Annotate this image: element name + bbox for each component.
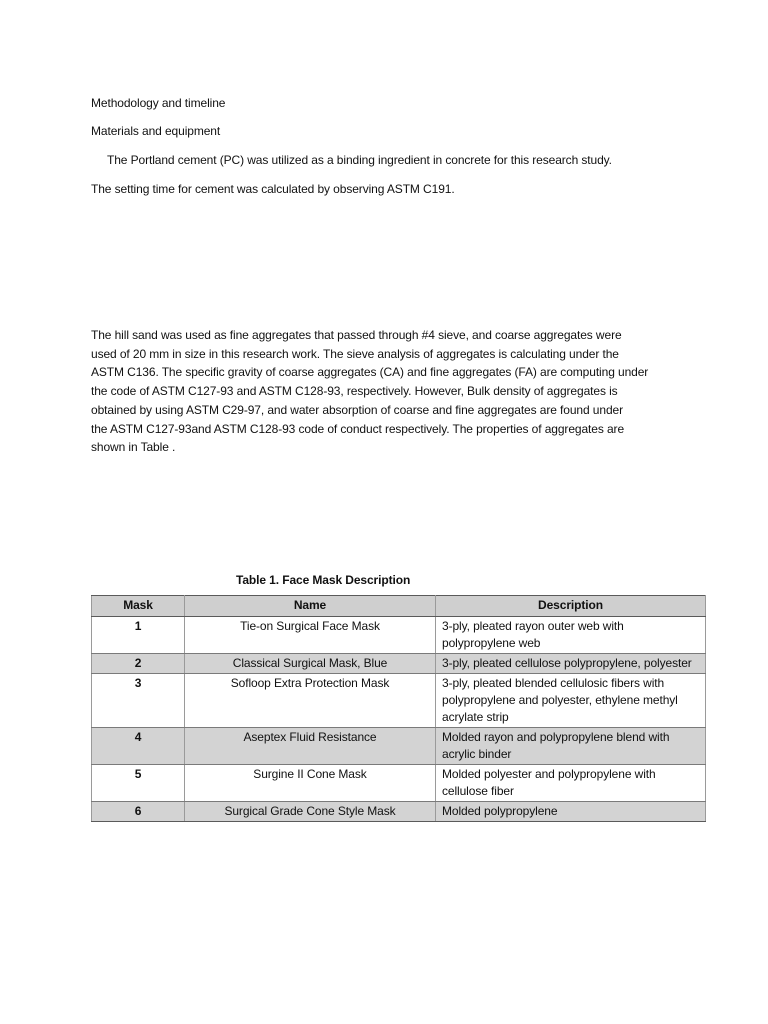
section-heading-materials: Materials and equipment bbox=[91, 124, 221, 138]
cell-description: Molded polyester and polypropylene with cellulose fiber bbox=[436, 765, 706, 802]
cell-name: Classical Surgical Mask, Blue bbox=[185, 654, 436, 674]
cell-mask: 3 bbox=[92, 674, 185, 728]
paragraph-line: obtained by using ASTM C29-97, and water absorption of coarse and fine aggregates are found under bbox=[91, 402, 623, 417]
cell-name: Aseptex Fluid Resistance bbox=[185, 728, 436, 765]
paragraph-line: The hill sand was used as fine aggregates that passed through #4 sieve, and coarse aggregates were bbox=[91, 328, 622, 342]
paragraph-aggregates bbox=[91, 326, 681, 457]
face-mask-table bbox=[91, 595, 706, 822]
cell-description: Molded polypropylene bbox=[436, 802, 706, 822]
cell-description: 3-ply, pleated rayon outer web with polypropylene web bbox=[436, 617, 706, 654]
cell-description: 3-ply, pleated blended cellulosic fibers with polypropylene and polyester, ethylene methyl acrylate strip bbox=[436, 674, 706, 728]
cell-name: Surgine II Cone Mask bbox=[185, 765, 436, 802]
paragraph-line: used of 20 mm in size in this research work. The sieve analysis of aggregates is calculating under the bbox=[91, 346, 619, 361]
table-row bbox=[92, 765, 706, 802]
column-header-description: Description bbox=[436, 596, 706, 617]
cell-mask: 6 bbox=[92, 802, 185, 822]
column-header-mask: Mask bbox=[92, 596, 185, 617]
cell-mask: 5 bbox=[92, 765, 185, 802]
cell-name: Tie-on Surgical Face Mask bbox=[185, 617, 436, 654]
cell-name: Surgical Grade Cone Style Mask bbox=[185, 802, 436, 822]
cell-mask: 4 bbox=[92, 728, 185, 765]
cell-description: 3-ply, pleated cellulose polypropylene, polyester bbox=[436, 654, 706, 674]
table-caption: Table 1. Face Mask Description bbox=[236, 573, 411, 587]
table-row bbox=[92, 802, 706, 822]
section-heading-methodology: Methodology and timeline bbox=[91, 96, 226, 110]
column-header-name: Name bbox=[185, 596, 436, 617]
paragraph-line: shown in Table . bbox=[91, 440, 176, 455]
cell-mask: 1 bbox=[92, 617, 185, 654]
paragraph-cement: The Portland cement (PC) was utilized as a binding ingredient in concrete for this research study. bbox=[107, 153, 612, 167]
cell-description: Molded rayon and polypropylene blend with acrylic binder bbox=[436, 728, 706, 765]
paragraph-line: the ASTM C127-93and ASTM C128-93 code of conduct respectively. The properties of aggregates are bbox=[91, 421, 625, 436]
cell-mask: 2 bbox=[92, 654, 185, 674]
table-row bbox=[92, 654, 706, 674]
paragraph-line: the code of ASTM C127-93 and ASTM C128-93, respectively. However, Bulk density of aggregates is bbox=[91, 384, 618, 399]
cell-name: Sofloop Extra Protection Mask bbox=[185, 674, 436, 728]
table-row bbox=[92, 674, 706, 728]
paragraph-setting-time: The setting time for cement was calculated by observing ASTM C191. bbox=[91, 182, 455, 196]
table-row bbox=[92, 617, 706, 654]
table-row bbox=[92, 728, 706, 765]
paragraph-line: ASTM C136. The specific gravity of coarse aggregates (CA) and fine aggregates (FA) are computing under bbox=[91, 365, 649, 380]
table-header-row bbox=[92, 596, 706, 617]
